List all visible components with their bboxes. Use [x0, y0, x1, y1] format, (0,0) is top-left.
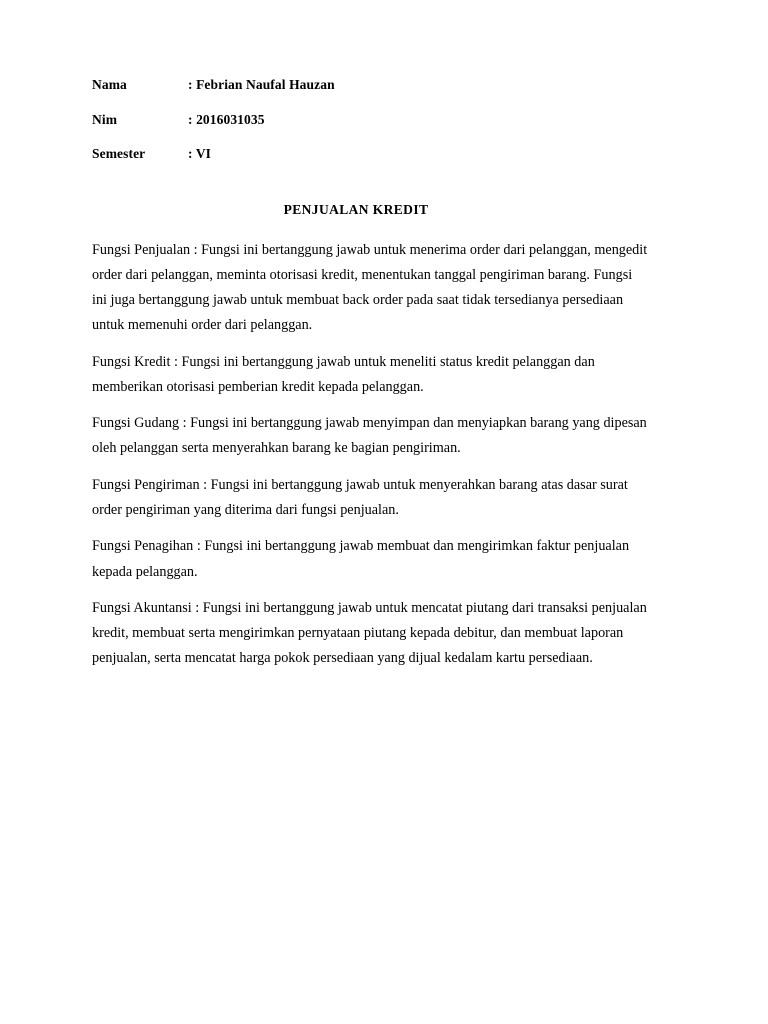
student-info-row-nama — [92, 78, 648, 92]
student-info-block — [92, 78, 648, 161]
paragraph-fungsi-penjualan: Fungsi Penjualan : Fungsi ini bertanggung jawab untuk menerima order dari pelanggan, mengedit order dari pelanggan, meminta otorisasi kredit, menentukan tanggal pengiriman barang. Fungsi ini juga bertanggung jawab untuk membuat back order pada saat tidak tersedianya persediaan untuk memenuhi order dari pelanggan. — [92, 241, 648, 334]
paragraph-fungsi-pengiriman: Fungsi Pengiriman : Fungsi ini bertanggung jawab untuk menyerahkan barang atas dasar surat order pengiriman yang diterima dari fungsi penjualan. — [92, 476, 628, 519]
student-info-value-nama: : Febrian Naufal Hauzan — [188, 77, 335, 92]
paragraph-fungsi-kredit: Fungsi Kredit : Fungsi ini bertanggung jawab untuk meneliti status kredit pelanggan dan memberikan otorisasi pemberian kredit kepada pelanggan. — [92, 353, 595, 395]
student-info-row-semester — [92, 147, 648, 161]
student-info-label-nim: Nim — [92, 111, 118, 127]
student-info-value-nim: : 2016031035 — [188, 111, 265, 127]
student-info-value-semester: : VI — [188, 146, 212, 161]
paragraph-fungsi-penagihan: Fungsi Penagihan : Fungsi ini bertanggung jawab membuat dan mengirimkan faktur penjualan kepada pelanggan. — [92, 538, 630, 580]
paragraph-fungsi-gudang: Fungsi Gudang : Fungsi ini bertanggung jawab menyimpan dan menyiapkan barang yang dipesan oleh pelanggan serta menyerahkan barang ke bagian pengiriman. — [92, 415, 647, 457]
student-info-label-nama: Nama — [92, 77, 127, 92]
student-info-row-nim — [92, 113, 648, 127]
student-info-label-semester: Semester — [92, 146, 146, 161]
paragraph-fungsi-akuntansi: Fungsi Akuntansi : Fungsi ini bertanggung jawab untuk mencatat piutang dari transaksi penjualan kredit, membuat serta mengirimkan pernyataan piutang kepada debitur, dan membuat laporan penjualan, serta mencatat harga pokok persediaan yang dijual kedalam kartu persediaan. — [92, 599, 647, 667]
document-body — [92, 238, 648, 672]
page-title: PENJUALAN KREDIT — [283, 201, 429, 217]
